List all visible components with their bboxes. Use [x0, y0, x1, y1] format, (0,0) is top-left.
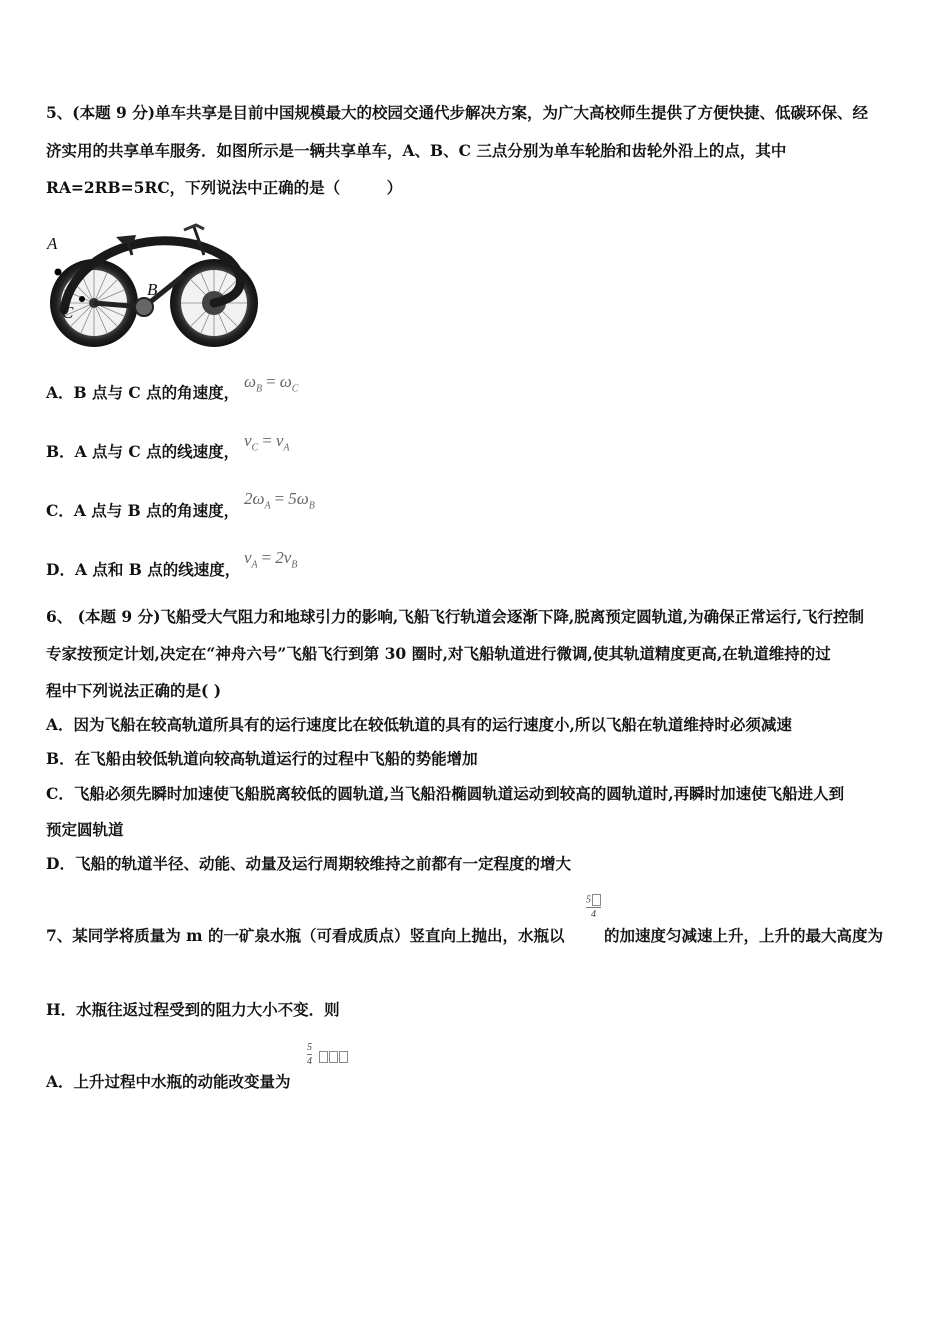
q5-option-c-formula: $2\omega_A = 5\omega_B$ — [244, 489, 315, 512]
q5-option-a-formula: $\omega_B = \omega_C$ — [244, 372, 299, 395]
q5-line-1: 5、(本题 9 分)单车共享是目前中国规模最大的校园交通代步解决方案，为广大高校师生提供了方便快捷、低碳环保、经 — [46, 103, 869, 122]
q7-line-1-end: 的加速度匀减速上升，上升的最大高度为 — [604, 926, 884, 945]
seat — [116, 235, 136, 243]
label-b: B — [147, 280, 158, 299]
q6-option-a: A．因为飞船在较高轨道所具有的运行速度比在较低轨道的具有的运行速度小,所以飞船在轨道维持时必须减速 — [46, 715, 792, 734]
q6-option-c-line-1: C．飞船必须先瞬时加速使飞船脱离较低的圆轨道,当飞船沿椭圆轨道运动到较高的圆轨道时,再瞬时加速使飞船进人到 — [46, 784, 845, 803]
q6-option-d: D．飞船的轨道半径、动能、动量及运行周期较维持之前都有一定程度的增大 — [46, 854, 571, 873]
q6-option-c-line-2: 预定圆轨道 — [46, 820, 124, 839]
q5-line-3: RA=2RB=5RC，下列说法中正确的是（ ） — [46, 178, 403, 197]
q5-option-c: C．A 点与 B 点的角速度， — [46, 501, 240, 520]
q6-line-1: 6、 (本题 9 分)飞船受大气阻力和地球引力的影响,飞船飞行轨道会逐渐下降,脱离预定圆轨道,为确保正常运行,飞行控制 — [46, 607, 865, 626]
q5-option-d-formula: $v_A = 2v_B$ — [244, 548, 298, 571]
q5-option-b: B．A 点与 C 点的线速度， — [46, 442, 240, 461]
q5-option-d: D．A 点和 B 点的线速度， — [46, 560, 241, 579]
q6-line-2: 专家按预定计划,决定在“神舟六号”飞船飞行到第 30 圈时,对飞船轨道进行微调,使其轨道精度更高,在轨道维持的过 — [46, 644, 831, 663]
q7-missing-glyphs — [318, 1046, 348, 1065]
q7-line-2: H．水瓶往返过程受到的阻力大小不变．则 — [46, 1000, 340, 1019]
q7-fraction-1: 5 4 — [586, 894, 601, 920]
q7-line-1-start: 7、某同学将质量为 m 的一矿泉水瓶（可看成质点）竖直向上抛出，水瓶以 — [46, 926, 565, 945]
point-c — [79, 296, 85, 302]
q5-line-2: 济实用的共享单车服务．如图所示是一辆共享单车，A、B、C 三点分别为单车轮胎和齿轮外沿上的点，其中 — [46, 141, 787, 160]
bicycle-figure — [44, 215, 262, 347]
label-a: A — [47, 234, 58, 253]
q7-option-a: A．上升过程中水瓶的动能改变量为 — [46, 1072, 291, 1091]
label-c: C — [62, 303, 74, 322]
missing-glyph-box — [592, 894, 601, 906]
point-a — [55, 269, 62, 276]
q5-option-b-formula: $v_C = v_A$ — [244, 431, 290, 454]
q6-line-3: 程中下列说法正确的是( ) — [46, 681, 222, 700]
q5-option-a: A．B 点与 C 点的角速度， — [46, 383, 240, 402]
q7-fraction-2: 5 4 — [307, 1042, 312, 1067]
chainring-b — [135, 298, 153, 316]
q6-option-b: B．在飞船由较低轨道向较高轨道运行的过程中飞船的势能增加 — [46, 749, 478, 768]
